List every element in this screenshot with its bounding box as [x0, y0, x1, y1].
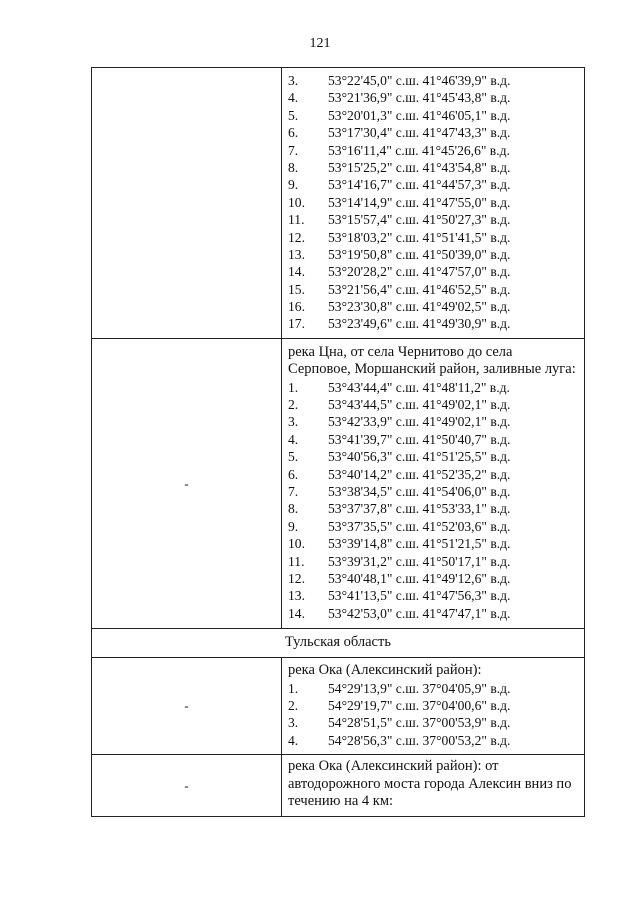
point-coordinates: 53°40'48,1" с.ш. 41°49'12,6" в.д.: [328, 570, 511, 586]
coordinate-list: [288, 680, 576, 750]
point-number: 10.: [288, 536, 305, 552]
coordinate-item: [288, 413, 576, 430]
coordinate-item: [288, 246, 576, 263]
coordinate-item: [288, 605, 576, 622]
coordinate-item: [288, 142, 576, 159]
coordinate-item: [288, 697, 576, 714]
point-number: 6.: [288, 466, 299, 482]
point-number: 14.: [288, 605, 305, 621]
point-number: 6.: [288, 125, 299, 141]
coordinate-item: [288, 298, 576, 315]
point-number: 2.: [288, 697, 299, 713]
point-number: 14.: [288, 264, 305, 280]
point-number: 11.: [288, 553, 305, 569]
point-coordinates: 53°39'31,2" с.ш. 41°50'17,1" в.д.: [328, 553, 511, 569]
table-row: [92, 657, 584, 754]
point-coordinates: 54°28'51,5" с.ш. 37°00'53,9" в.д.: [328, 715, 511, 731]
coordinate-item: [288, 107, 576, 124]
point-number: 8.: [288, 501, 299, 517]
point-coordinates: 53°22'45,0" с.ш. 41°46'39,9" в.д.: [328, 73, 511, 88]
point-coordinates: 53°43'44,4" с.ш. 41°48'11,2" в.д.: [328, 379, 510, 395]
coordinates-table: [91, 67, 585, 817]
point-coordinates: 53°19'50,8" с.ш. 41°50'39,0" в.д.: [328, 246, 511, 262]
coordinate-item: [288, 379, 576, 396]
point-coordinates: 53°21'36,9" с.ш. 41°45'43,8" в.д.: [328, 90, 511, 106]
point-coordinates: 53°41'39,7" с.ш. 41°50'40,7" в.д.: [328, 431, 511, 447]
coordinate-item: [288, 211, 576, 228]
point-coordinates: 53°37'37,8" с.ш. 41°53'33,1" в.д.: [328, 501, 511, 517]
point-coordinates: 53°15'57,4" с.ш. 41°50'27,3" в.д.: [328, 212, 511, 228]
point-coordinates: 53°16'11,4" с.ш. 41°45'26,6" в.д.: [328, 142, 510, 158]
point-coordinates: 53°14'14,9" с.ш. 41°47'55,0" в.д.: [328, 194, 511, 210]
coordinate-item: [288, 315, 576, 332]
point-number: 7.: [288, 142, 299, 158]
coordinate-item: [288, 159, 576, 176]
point-coordinates: 53°42'53,0" с.ш. 41°47'47,1" в.д.: [328, 605, 511, 621]
area-description: река Цна, от села Чернитово до села Серповое, Моршанский район, заливные луга:: [288, 343, 576, 378]
point-number: 5.: [288, 107, 299, 123]
coordinate-item: [288, 714, 576, 731]
coordinate-item: [288, 431, 576, 448]
point-coordinates: 53°39'14,8" с.ш. 41°51'21,5" в.д.: [328, 536, 511, 552]
point-number: 12.: [288, 570, 305, 586]
table-cell-left: -: [92, 658, 282, 754]
point-number: 11.: [288, 212, 305, 228]
point-coordinates: 53°17'30,4" с.ш. 41°47'43,3" в.д.: [328, 125, 511, 141]
table-row: [92, 628, 584, 657]
point-number: 10.: [288, 194, 305, 210]
coordinate-item: [288, 500, 576, 517]
point-number: 15.: [288, 281, 305, 297]
point-number: 3.: [288, 414, 299, 430]
point-coordinates: 53°23'30,8" с.ш. 41°49'02,5" в.д.: [328, 299, 511, 315]
table-cell-left: [92, 68, 282, 338]
coordinate-item: [288, 448, 576, 465]
coordinate-item: [288, 396, 576, 413]
point-number: 4.: [288, 732, 299, 748]
point-number: 13.: [288, 588, 305, 604]
point-number: 3.: [288, 73, 299, 88]
coordinate-item: [288, 72, 576, 89]
point-coordinates: 53°23'49,6" с.ш. 41°49'30,9" в.д.: [328, 316, 511, 332]
point-number: 1.: [288, 680, 299, 696]
area-description: река Ока (Алексинский район): от автодорожного моста города Алексин вниз по течению на 4 км:: [288, 758, 572, 809]
table-row: [92, 338, 584, 628]
coordinate-item: [288, 466, 576, 483]
point-number: 9.: [288, 518, 299, 534]
point-coordinates: 53°20'28,2" с.ш. 41°47'57,0" в.д.: [328, 264, 511, 280]
coordinate-item: [288, 281, 576, 298]
coordinate-item: [288, 176, 576, 193]
table-cell-left: -: [92, 755, 282, 816]
point-number: 2.: [288, 397, 299, 413]
point-coordinates: 54°29'19,7" с.ш. 37°04'00,6" в.д.: [328, 697, 511, 713]
point-coordinates: 53°41'13,5" с.ш. 41°47'56,3" в.д.: [328, 588, 511, 604]
point-number: 7.: [288, 484, 299, 500]
point-coordinates: 53°40'56,3" с.ш. 41°51'25,5" в.д.: [328, 449, 511, 465]
coordinate-item: [288, 587, 576, 604]
point-number: 3.: [288, 715, 299, 731]
point-coordinates: 53°37'35,5" с.ш. 41°52'03,6" в.д.: [328, 518, 511, 534]
point-coordinates: 53°14'16,7" с.ш. 41°44'57,3" в.д.: [328, 177, 511, 193]
area-description: река Ока (Алексинский район):: [288, 662, 482, 679]
table-row: [92, 754, 584, 816]
point-coordinates: 53°40'14,2" с.ш. 41°52'35,2" в.д.: [328, 466, 511, 482]
point-coordinates: 54°29'13,9" с.ш. 37°04'05,9" в.д.: [328, 680, 511, 696]
coordinate-item: [288, 194, 576, 211]
point-number: 5.: [288, 449, 299, 465]
point-number: 13.: [288, 246, 305, 262]
coordinate-item: [288, 89, 576, 106]
point-coordinates: 53°15'25,2" с.ш. 41°43'54,8" в.д.: [328, 159, 511, 175]
coordinate-item: [288, 483, 576, 500]
point-number: 4.: [288, 90, 299, 106]
point-coordinates: 53°43'44,5" с.ш. 41°49'02,1" в.д.: [328, 397, 511, 413]
coordinate-item: [288, 570, 576, 587]
point-coordinates: 53°18'03,2" с.ш. 41°51'41,5" в.д.: [328, 229, 511, 245]
point-number: 17.: [288, 316, 305, 332]
point-number: 9.: [288, 177, 299, 193]
table-cell-left: -: [92, 339, 282, 628]
coordinate-list: [288, 379, 576, 622]
table-row: [92, 68, 584, 338]
coordinate-item: [288, 263, 576, 280]
coordinate-list: [282, 68, 584, 338]
point-number: 8.: [288, 159, 299, 175]
point-number: 16.: [288, 299, 305, 315]
coordinate-item: [288, 229, 576, 246]
point-coordinates: 53°20'01,3" с.ш. 41°46'05,1" в.д.: [328, 107, 511, 123]
page-number: 121: [309, 36, 331, 51]
point-number: 12.: [288, 229, 305, 245]
point-coordinates: 53°42'33,9" с.ш. 41°49'02,1" в.д.: [328, 414, 511, 430]
point-number: 4.: [288, 431, 299, 447]
point-coordinates: 54°28'56,3" с.ш. 37°00'53,2" в.д.: [328, 732, 511, 748]
coordinate-item: [288, 518, 576, 535]
coordinate-item: [288, 680, 576, 697]
point-coordinates: 53°38'34,5" с.ш. 41°54'06,0" в.д.: [328, 484, 511, 500]
coordinate-item: [288, 732, 576, 749]
point-number: 1.: [288, 379, 299, 395]
point-coordinates: 53°21'56,4" с.ш. 41°46'52,5" в.д.: [328, 281, 511, 297]
coordinate-item: [288, 124, 576, 141]
coordinate-item: [288, 535, 576, 552]
region-header: Тульская область: [285, 634, 391, 651]
coordinate-item: [288, 553, 576, 570]
